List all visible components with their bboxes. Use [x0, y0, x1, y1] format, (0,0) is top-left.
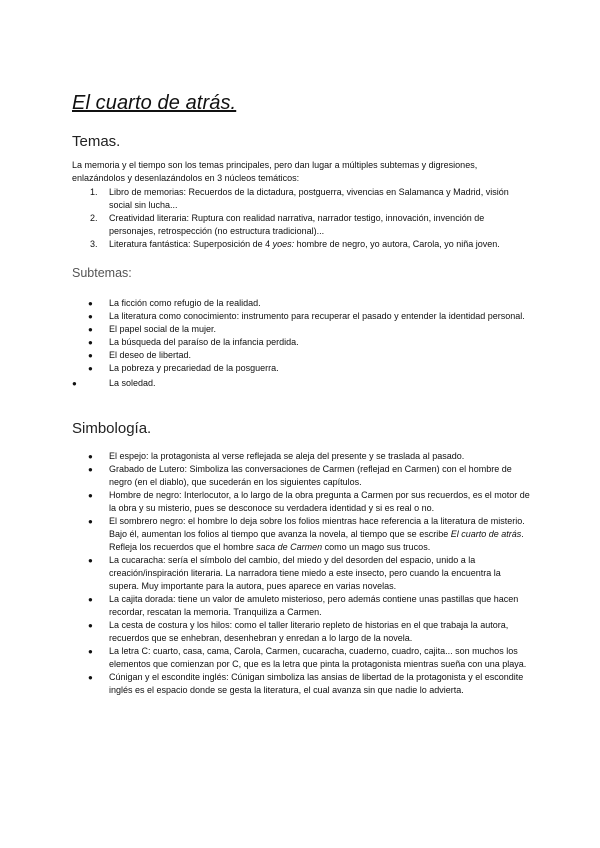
italic-text: El cuarto de atrás	[450, 529, 522, 539]
bullet-icon: ●	[88, 312, 93, 321]
list-item	[72, 310, 532, 323]
bullet-icon: ●	[88, 452, 93, 461]
list-item	[72, 593, 532, 619]
list-item	[72, 238, 532, 251]
list-number: 2.	[90, 213, 98, 223]
subtemas-list	[72, 297, 532, 390]
list-item	[72, 554, 532, 593]
subtemas-heading: Subtemas:	[72, 266, 132, 280]
bullet-icon: ●	[88, 491, 93, 500]
italic-text: saca de Carmen	[256, 542, 323, 552]
list-item-text: Hombre de negro: Interlocutor, a lo largo de la obra pregunta a Carmen por sus recuerdos, es el motor de la obra y su misterio, pues se desconoce su verdadera identidad y si es real o no.	[109, 490, 530, 513]
bullet-icon: ●	[88, 351, 93, 360]
list-item	[72, 463, 532, 489]
list-item-text: La pobreza y precariedad de la posguerra.	[109, 363, 279, 373]
list-item-text: El deseo de libertad.	[109, 350, 192, 360]
list-number: 3.	[90, 239, 98, 249]
list-item-text: El espejo: la protagonista al verse reflejada se aleja del presente y se traslada al pasado.	[109, 451, 465, 461]
bullet-icon: ●	[72, 379, 77, 388]
list-item-text: Cúnigan y el escondite inglés: Cúnigan simboliza las ansias de libertad de la protagonista y el escondite inglés es el espacio donde se gesta la literatura, el cual avanza sin que nadie lo advierta.	[109, 672, 524, 695]
list-item	[72, 489, 532, 515]
list-item-text: La literatura como conocimiento: instrumento para recuperar el pasado y entender la identidad personal.	[109, 311, 525, 321]
list-item-text: La cajita dorada: tiene un valor de amuleto misterioso, pero además contiene unas pastillas que hacen recordar, rescatan la memoria. Tranquiliza a Carmen.	[109, 594, 519, 617]
list-item-text: La soledad.	[109, 378, 156, 388]
list-item-text: La letra C: cuarto, casa, cama, Carola, Carmen, cucaracha, cuaderno, cuadro, cajita... son muchos los elementos que comienzan por C, que es la letra que pinta la protagonista mientras sueña con una playa.	[109, 646, 527, 669]
list-item-text: La cesta de costura y los hilos: como el taller literario repleto de historias en el que trabaja la autora, recuerdos que se enhebran, desenhebran y enredan a lo largo de la novela.	[109, 620, 509, 643]
bullet-icon: ●	[88, 325, 93, 334]
list-item-text: Creatividad literaria: Ruptura con realidad narrativa, narrador testigo, innovación, invención de personajes, retrospección (no estructura tradicional)...	[109, 213, 485, 236]
bullet-icon: ●	[88, 465, 93, 474]
list-item	[72, 349, 532, 362]
list-item-text: La cucaracha: sería el símbolo del cambio, del miedo y del desorden del espacio, unido a la creación/inspiración literaria. La narradora tiene miedo a este insecto, pero cuando la encuentra la supera. Muy importante para la autora, pues aparece en varias novelas.	[109, 555, 501, 591]
bullet-icon: ●	[88, 364, 93, 373]
list-item	[72, 336, 532, 349]
list-item	[72, 212, 532, 238]
list-item-text: La ficción como refugio de la realidad.	[109, 298, 261, 308]
document-title: El cuarto de atrás.	[72, 92, 237, 114]
bullet-icon: ●	[88, 595, 93, 604]
list-item-text: Grabado de Lutero: Simboliza las conversaciones de Carmen (reflejad en Carmen) con el hombre de negro (en el diablo), que sucederán en los siguientes capítulos.	[109, 464, 512, 487]
bullet-icon: ●	[88, 621, 93, 630]
list-item	[72, 515, 532, 554]
list-item-text: La búsqueda del paraíso de la infancia perdida.	[109, 337, 299, 347]
bullet-icon: ●	[88, 517, 93, 526]
list-item	[72, 619, 532, 645]
list-item	[72, 323, 532, 336]
temas-list	[72, 186, 532, 251]
temas-intro: La memoria y el tiempo son los temas principales, pero dan lugar a múltiples subtemas y digresiones, enlazándolos y desenlazándolos en 3 núcleos temáticos:	[72, 160, 478, 183]
bullet-icon: ●	[88, 338, 93, 347]
simbologia-list	[72, 450, 532, 697]
temas-heading: Temas.	[72, 133, 121, 150]
list-item	[72, 671, 532, 697]
list-item	[72, 645, 532, 671]
text-run: hombre de negro, yo autora, Carola, yo niña joven.	[294, 239, 500, 249]
list-number: 1.	[90, 187, 98, 197]
italic-text: yoes:	[272, 239, 295, 249]
list-item	[72, 186, 532, 212]
text-run: . Refleja los recuerdos que el hombre	[109, 529, 524, 552]
list-item-text	[109, 516, 525, 552]
list-item	[72, 377, 532, 390]
bullet-icon: ●	[88, 556, 93, 565]
list-item-text: Libro de memorias: Recuerdos de la dictadura, postguerra, vivencias en Salamanca y Madrid, visión social sin lucha...	[109, 187, 509, 210]
list-item	[72, 297, 532, 310]
text-run: como un mago sus trucos.	[322, 542, 431, 552]
list-item	[72, 450, 532, 463]
bullet-icon: ●	[88, 673, 93, 682]
list-item-text: El papel social de la mujer.	[109, 324, 217, 334]
bullet-icon: ●	[88, 299, 93, 308]
simbologia-heading: Simbología.	[72, 420, 152, 437]
text-run: Literatura fantástica: Superposición de 4	[109, 239, 273, 249]
list-item	[72, 362, 532, 375]
text-run: El sombrero negro: el hombre lo deja sobre los folios mientras hace referencia a la literatura de misterio. Bajo él, aumentan los folios al tiempo que avanza la novela, al tiempo que se escribe	[109, 516, 525, 539]
list-item-text	[109, 239, 500, 249]
bullet-icon: ●	[88, 647, 93, 656]
